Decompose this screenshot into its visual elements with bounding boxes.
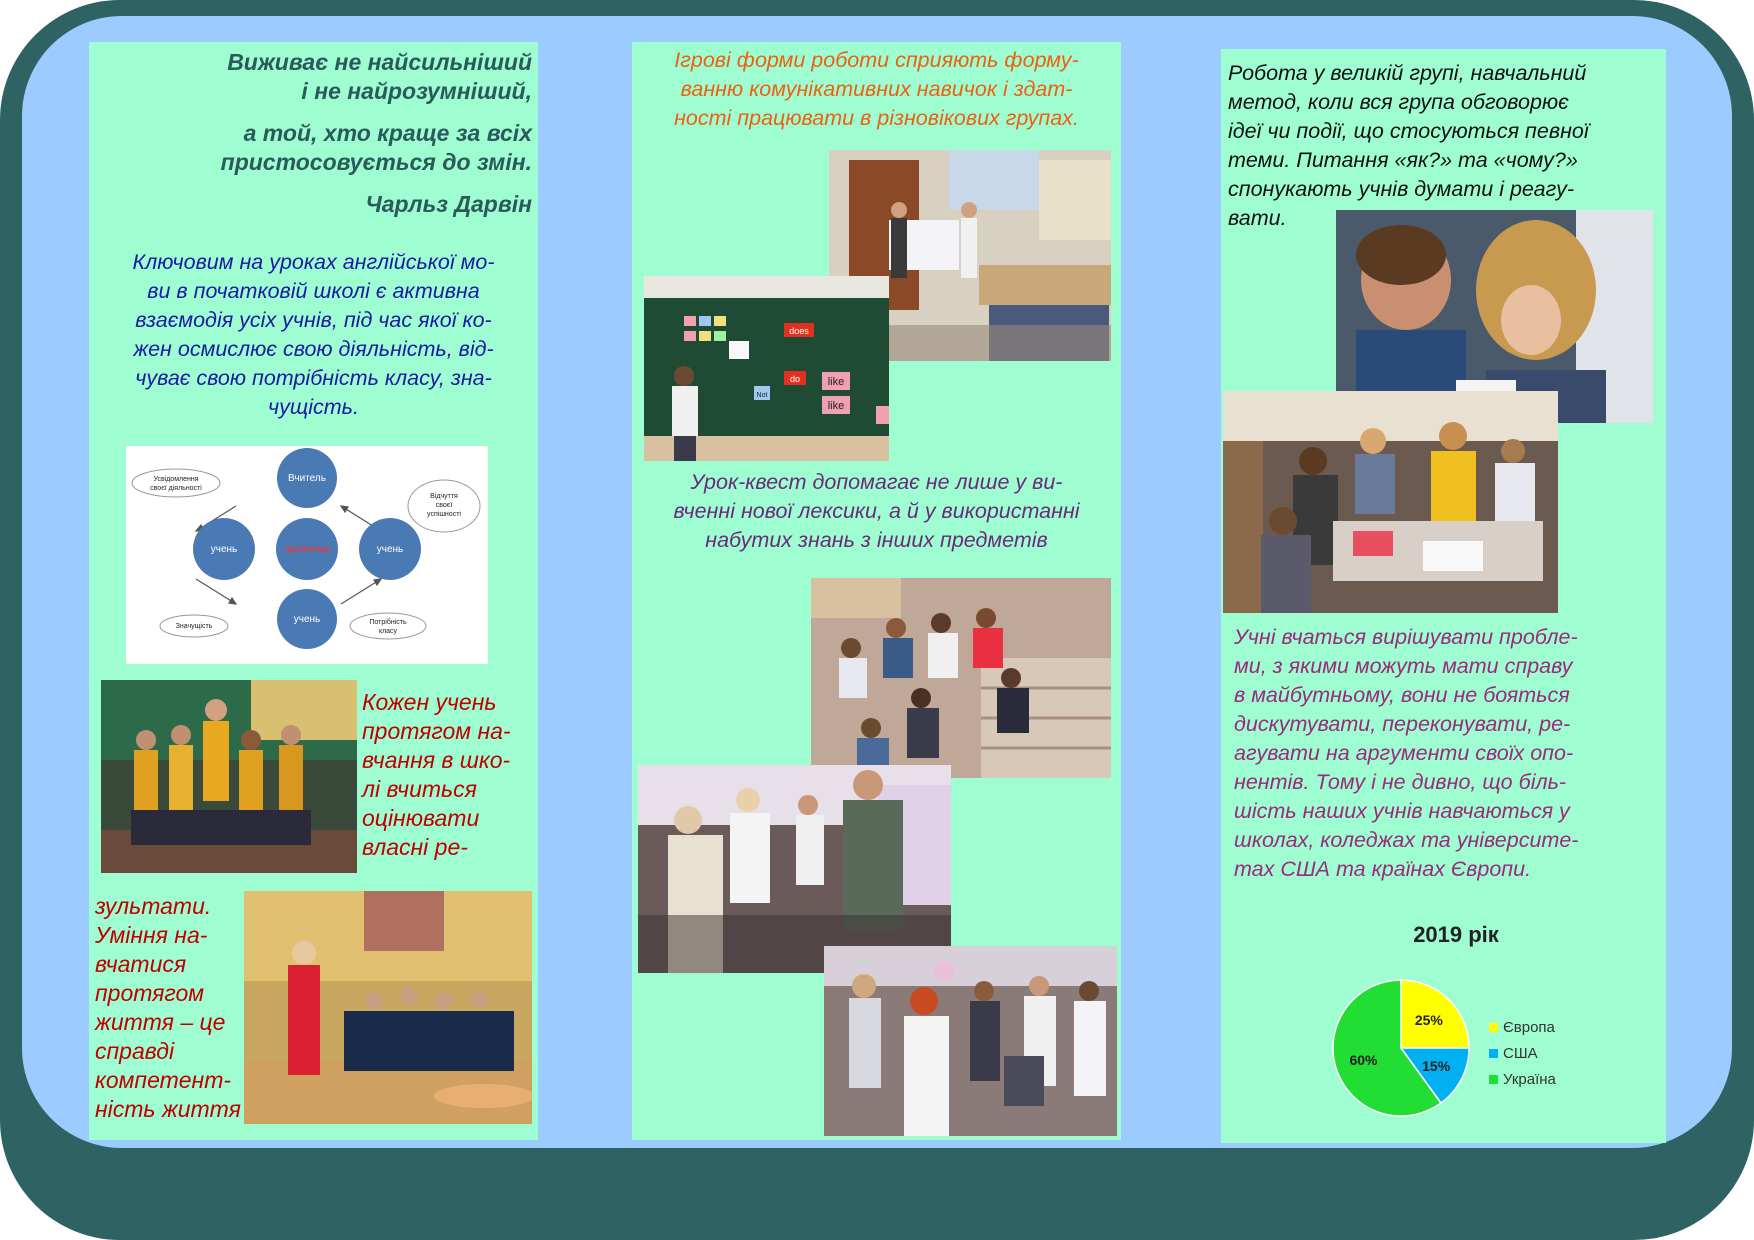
pie-data-label: 15% [1422,1057,1451,1074]
stairs-group-photo [811,578,1111,778]
middle-panel [632,42,1121,1140]
quest-paragraph [636,468,1117,555]
problem-line: нентів. Тому і не дивно, що біль- [1234,770,1567,794]
intro-line: Ключовим на уроках англійської мо- [132,250,495,274]
problem-line: тах США та країнах Європи. [1234,857,1532,881]
diagram-student-left: учень [210,544,238,555]
quest-line: Урок-квест допомагає не лише у ви- [690,470,1063,494]
cloud-significance: Значущість [175,623,213,630]
diagram-student-right: учень [376,544,404,555]
group-work-line: ідеї чи події, що стосуються певної [1228,119,1589,143]
legend-entry: США [1503,1045,1538,1062]
chart-title: 2019 рік [1413,922,1499,947]
side-line: вчання в шко- [362,747,511,773]
pie-data-label: 25% [1414,1012,1443,1029]
interaction-diagram [126,446,488,664]
handshake-photo [638,765,951,973]
board-word: like [827,376,845,388]
side-line: оцінювати [362,805,480,831]
cloud-need-line: класу [378,628,398,635]
board-word: do [789,374,801,384]
right-panel [1221,49,1666,1143]
group-work-line: спонукають учнів думати і реагу- [1228,177,1575,201]
intro-line: взаємодія усіх учнів, під час якої ко- [135,308,492,332]
board-word: Not [756,392,768,399]
table-discussion-photo [1223,391,1558,613]
group-work-line: теми. Питання «як?» та «чому?» [1228,148,1578,172]
quote-line: пристосовується до змін. [220,149,532,175]
group-work-line: вати. [1228,206,1287,230]
problem-line: агувати на аргументи своїх опо- [1234,741,1574,765]
group-work-line: метод, коли вся група обговорює [1228,90,1569,114]
cloud-success-line: своєї [435,502,453,509]
problem-line: Учні вчаться вирішувати пробле- [1234,625,1578,649]
side-line: власні ре- [362,834,468,860]
quote-author: Чарльз Дарвін [365,191,532,217]
intro-line: чущість. [268,395,359,419]
intro-paragraph [95,248,532,422]
quest-line: вченні нової лексики, а й у використанні [673,499,1080,523]
problem-line: в майбутньому, вони не бояться [1234,683,1570,707]
quest-line: набутих знань з інших предметів [705,528,1048,552]
diagram-teacher: Вчитель [288,473,326,484]
bottom-line: Уміння на- [95,922,208,948]
side-line: Кожен учень [362,689,497,715]
diagram-center: проблема [284,544,330,555]
intro-line: жен осмислює свою діяльність, від- [133,337,494,361]
classroom-photo-yellow [101,680,357,873]
intro-line: ви в початковій школі є активна [147,279,480,303]
board-word: does [789,326,809,336]
pie-chart [1321,922,1641,1172]
quote-line: а той, хто краще за всіх [243,120,532,146]
group-work-line: Робота у великій групі, навчальний [1228,61,1587,85]
cloud-awareness-line: своєї діяльності [150,485,202,492]
problem-line: шість наших учнів навчаються у [1234,799,1570,823]
cloud-success-line: успішності [427,511,461,518]
quote-line: і не найрозумніший, [301,78,532,104]
legend-swatch [1489,1049,1498,1058]
problem-solving-paragraph [1234,623,1659,884]
side-line: лі вчиться [362,776,477,802]
diagram-student-bottom: учень [293,614,321,625]
problem-line: дискутувати, переконувати, ре- [1234,712,1571,736]
group-work-paragraph [1228,59,1663,233]
bottom-line: життя – це [95,1009,226,1035]
intro-line: чуває свою потрібність класу, зна- [135,366,492,390]
darwin-quote [89,48,532,219]
side-line: протягом на- [362,718,511,744]
cloud-need-line: Потрібність [369,619,407,626]
outdoor-lesson-photo [244,891,532,1124]
quote-line: Виживає не найсильніший [227,49,532,75]
games-line: ванню комунікативних навичок і здат- [680,77,1073,101]
bottom-line: протягом [95,980,205,1006]
games-line: ності працювати в різновікових групах. [674,106,1079,130]
legend-swatch [1489,1023,1498,1032]
bottom-line: справді [95,1038,175,1064]
bottom-line: ність життя [95,1096,241,1122]
board-word: like [827,400,845,412]
problem-line: ми, з якими можуть мати справу [1234,654,1573,678]
problem-line: школах, коледжах та університе- [1234,828,1579,852]
cloud-success-line: Відчуття [430,493,458,500]
blackboard-photo [644,276,889,461]
legend-swatch [1489,1075,1498,1084]
bottom-line: компетент- [95,1067,232,1093]
pie-data-label: 60% [1349,1052,1378,1069]
legend-entry: Європа [1503,1019,1555,1036]
bottom-paragraph [95,892,245,1124]
bottom-line: зультати. [95,893,212,919]
cloud-awareness-line: Усвідомлення [153,476,199,483]
side-paragraph [362,688,532,862]
legend-entry: Україна [1503,1071,1556,1088]
games-paragraph [636,46,1117,133]
group-activity-photo [824,946,1117,1136]
left-panel [89,42,538,1140]
bottom-line: вчатися [95,951,187,977]
games-line: Ігрові форми роботи сприяють форму- [674,48,1079,72]
